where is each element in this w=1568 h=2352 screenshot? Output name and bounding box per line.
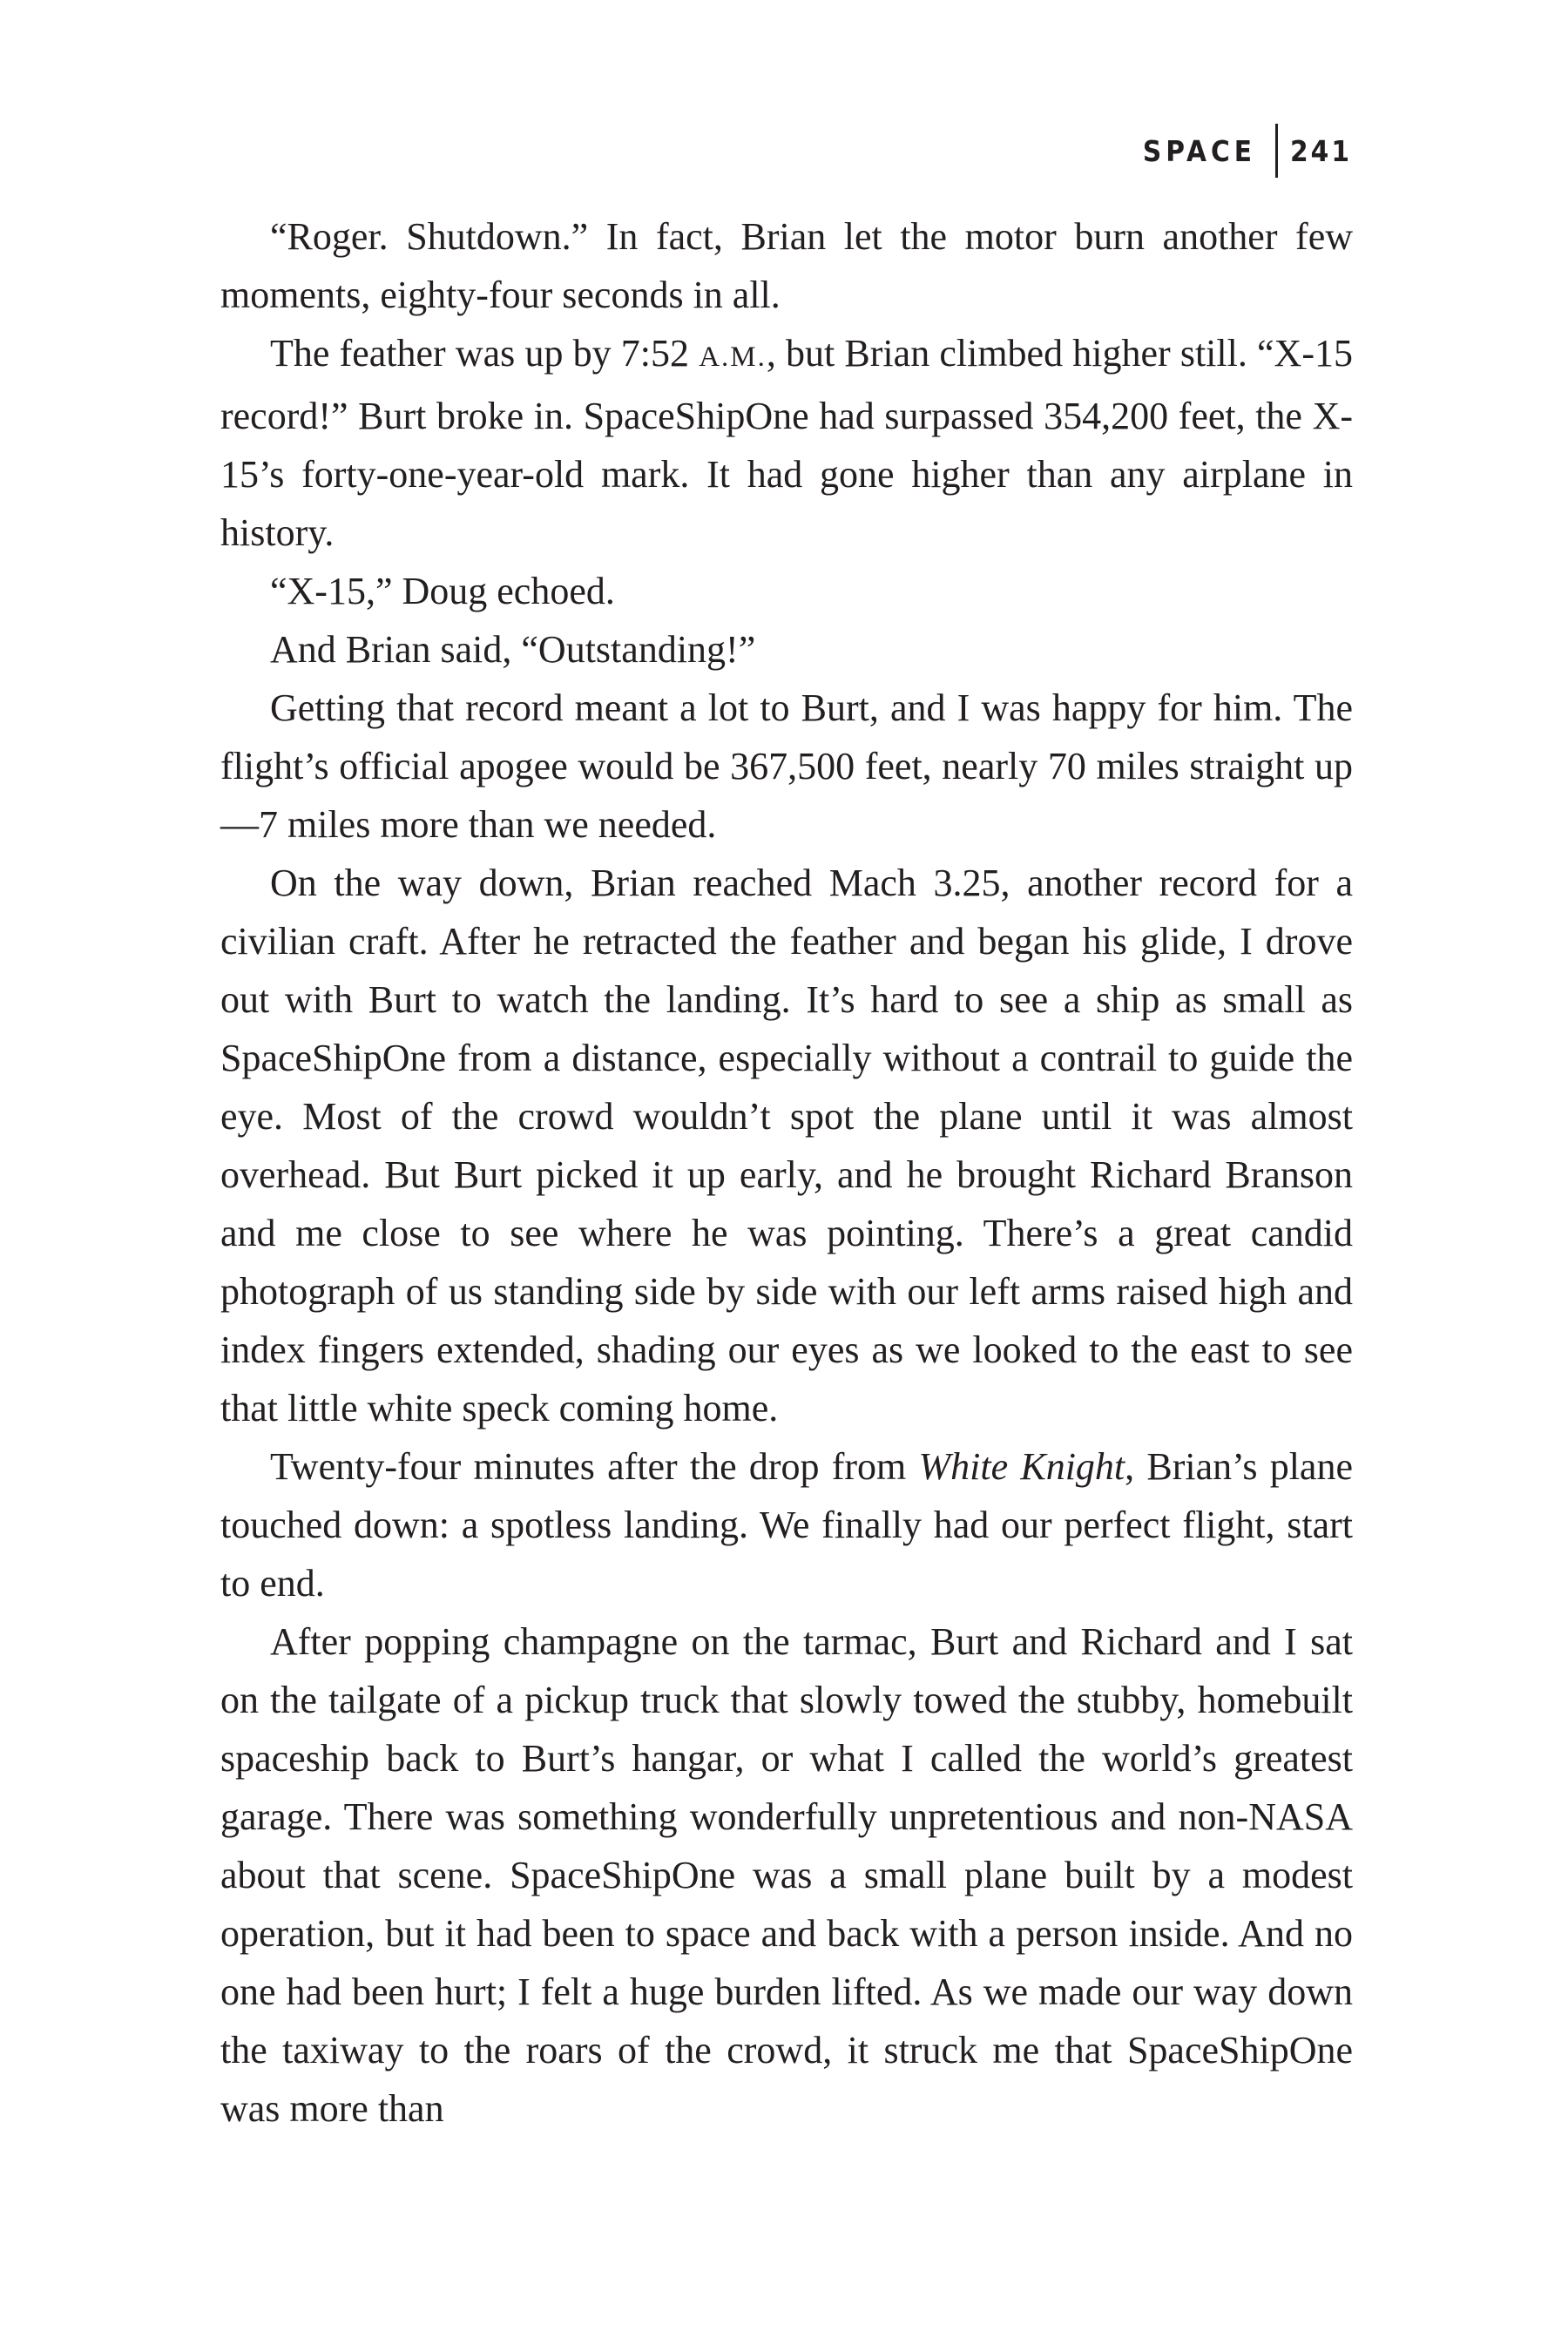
paragraph-2-text-end: , but Brian climbed higher still. “X-15 record!” Burt broke in. SpaceShipOne had surpassed 354,200 feet, the X-15’s forty-one-year-old mark. It had gone higher than any airplane in history. — [220, 332, 1353, 554]
section-title: SPACE — [1142, 133, 1257, 168]
time-meridiem: A.M. — [699, 341, 767, 373]
paragraph-5: Getting that record meant a lot to Burt, and I was happy for him. The flight’s official apogee would be 367,500 feet, nearly 70 miles straight up—7 miles more than we needed. — [220, 686, 1353, 846]
paragraph-7 — [220, 1437, 1353, 1612]
aircraft-name: White Knight — [918, 1445, 1125, 1488]
paragraph-7-text-end: , Brian’s plane touched down: a spotless landing. We finally had our perfect flight, start to end. — [220, 1445, 1353, 1605]
paragraph-6: On the way down, Brian reached Mach 3.25, another record for a civilian craft. After he retracted the feather and began his glide, I drove out with Burt to watch the landing. It’s hard to see a ship as small as SpaceShipOne from a distance, especially without a contrail to guide the eye. Most of the crowd wouldn’t spot the plane until it was almost overhead. But Burt picked it up early, and he brought Richard Branson and me close to see where he was pointing. There’s a great candid photograph of us standing side by side with our left arms raised high and index fingers extended, shading our eyes as we looked to the east to see that little white speck coming home. — [220, 862, 1353, 1429]
paragraph-2 — [220, 324, 1353, 562]
header-divider — [1275, 124, 1278, 178]
body-text — [220, 207, 1353, 2138]
paragraph-1: “Roger. Shutdown.” In fact, Brian let the motor burn another few moments, eighty-four seconds in all. — [220, 215, 1353, 316]
paragraph-3: “X-15,” Doug echoed. — [270, 570, 615, 612]
paragraph-4: And Brian said, “Outstanding!” — [270, 628, 756, 671]
paragraph-8: After popping champagne on the tarmac, Burt and Richard and I sat on the tailgate of a pickup truck that slowly towed the stubby, homebuilt spaceship back to Burt’s hangar, or what I called the world’s greatest garage. There was something wonderfully unpretentious and non-NASA about that scene. SpaceShipOne was a small plane built by a modest operation, but it had been to space and back with a person inside. And no one had been hurt; I felt a huge burden lifted. As we made our way down the taxiway to the roars of the crowd, it struck me that SpaceShipOne was more than — [220, 1620, 1353, 2130]
paragraph-7-text-start: Twenty-four minutes after the drop from — [270, 1445, 919, 1488]
running-head — [1143, 124, 1352, 178]
page-number: 241 — [1290, 133, 1352, 168]
paragraph-2-text-start: The feather was up by 7:52 — [270, 332, 700, 375]
